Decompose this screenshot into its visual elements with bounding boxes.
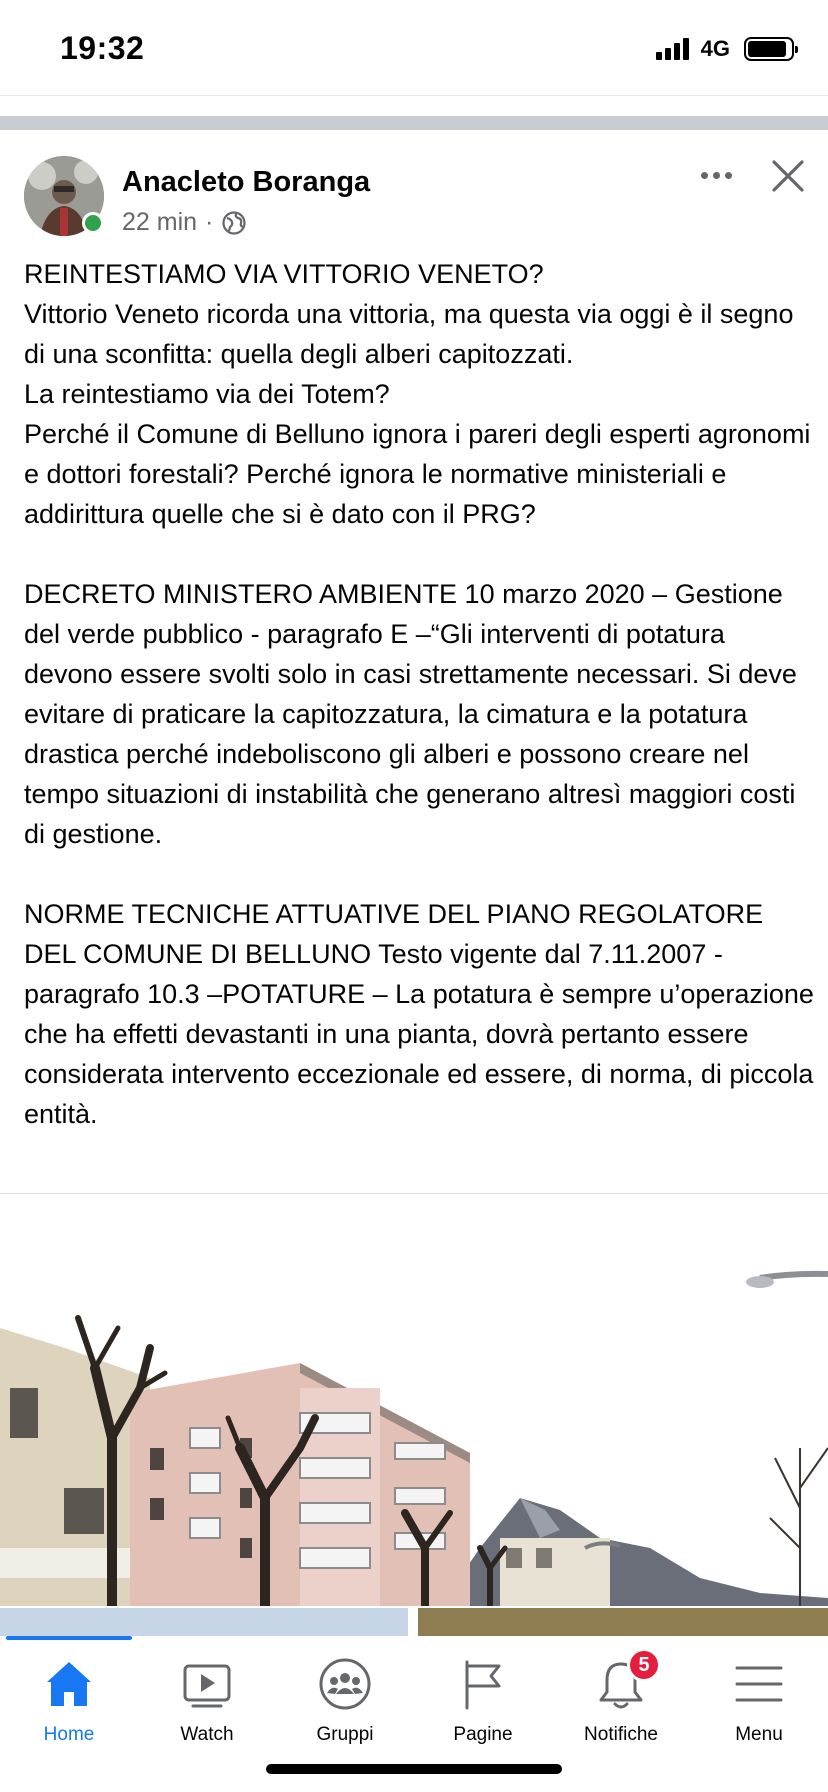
tab-label: Gruppi: [316, 1724, 374, 1745]
flag-icon: [455, 1656, 511, 1712]
paragraph-gap: [24, 534, 814, 574]
notifications-icon-wrap: [593, 1653, 650, 1712]
post-meta: [122, 208, 247, 237]
signal-icon: [656, 38, 689, 60]
avatar[interactable]: [24, 156, 104, 236]
feed-divider: [0, 116, 828, 130]
status-bar: [0, 0, 828, 96]
post-paragraph: Vittorio Veneto ricorda una vittoria, ma questa via oggi è il segno di una sconfitta: quella degli alberi capitozzati.: [24, 299, 794, 369]
post-paragraph: REINTESTIAMO VIA VITTORIO VENETO?: [24, 259, 544, 289]
status-time: 19:32: [60, 30, 145, 66]
active-tab-indicator: [6, 1636, 132, 1640]
photo-thumbnails: [0, 1608, 828, 1636]
home-icon: [41, 1656, 97, 1712]
online-status-dot: [82, 212, 104, 234]
more-dot-icon: [713, 172, 720, 179]
post-paragraph: DECRETO MINISTERO AMBIENTE 10 marzo 2020 – Gestione del verde pubblico - paragrafo E –“Gli interventi di potatura devono essere svolti solo in casi strettamente necessari. Si deve evitare di praticare la capitozzatura, la cimatura e la potatura drastica perché indeboliscono gli alberi e possono creare nel tempo situazioni di instabilità che generano altresì maggiori costi di gestione.: [24, 579, 797, 849]
notification-badge: 5: [627, 1648, 661, 1682]
more-dot-icon: [701, 172, 708, 179]
tab-groups[interactable]: [276, 1646, 414, 1746]
battery-icon: [744, 37, 794, 61]
meta-separator: ·: [205, 208, 214, 236]
photo-thumbnail[interactable]: [0, 1608, 408, 1636]
tab-label: Notifiche: [584, 1724, 658, 1745]
watch-icon: [179, 1656, 235, 1712]
groups-icon: [317, 1656, 373, 1712]
tab-home[interactable]: [0, 1646, 138, 1746]
globe-icon: [221, 210, 247, 236]
paragraph-gap: [24, 854, 814, 894]
post-time[interactable]: 22 min: [122, 208, 198, 236]
photo-thumbnail[interactable]: [418, 1608, 828, 1636]
post-separator: [0, 1193, 828, 1194]
menu-icon: [731, 1656, 787, 1712]
post-photo[interactable]: [0, 1248, 828, 1606]
tab-watch[interactable]: [138, 1646, 276, 1746]
close-icon[interactable]: [766, 154, 810, 198]
tab-label: Watch: [180, 1724, 234, 1745]
author-name[interactable]: Anacleto Boranga: [122, 166, 371, 198]
tab-notifications[interactable]: [552, 1646, 690, 1746]
tab-pages[interactable]: [414, 1646, 552, 1746]
tab-label: Pagine: [453, 1724, 513, 1745]
post-paragraph: Perché il Comune di Belluno ignora i pareri degli esperti agronomi e dottori forestali? Perché ignora le normative ministeriali e addirittura quelle che si è dato con il PRG?: [24, 419, 811, 529]
post-paragraph: NORME TECNICHE ATTUATIVE DEL PIANO REGOLATORE DEL COMUNE DI BELLUNO Testo vigente dal 7.11.2007 - paragrafo 10.3 –POTATURE – La potatura è sempre u’operazione che ha effetti devastanti in una pianta, dovrà pertanto essere considerata intervento eccezionale ed essere, di norma, di piccola entità.: [24, 899, 814, 1129]
status-indicators: [656, 36, 794, 62]
more-dot-icon: [725, 172, 732, 179]
tab-menu[interactable]: [690, 1646, 828, 1746]
tab-list: [0, 1646, 828, 1746]
post-paragraph: La reintestiamo via dei Totem?: [24, 379, 390, 409]
post-body: [24, 254, 814, 1134]
street-photo: [0, 1248, 828, 1606]
home-indicator[interactable]: [266, 1764, 562, 1774]
more-options-button[interactable]: [694, 160, 738, 190]
tab-label: Menu: [735, 1724, 783, 1745]
network-label: 4G: [700, 36, 730, 61]
tab-label: Home: [43, 1724, 95, 1745]
